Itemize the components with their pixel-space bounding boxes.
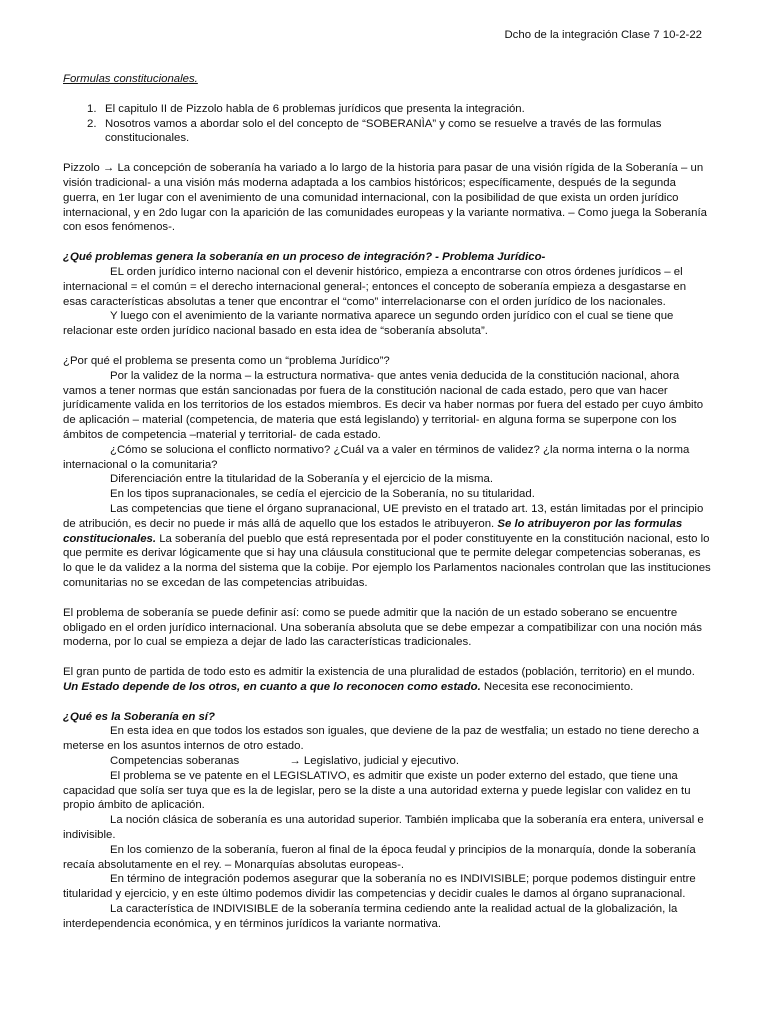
emphasis-text: Un Estado depende de los otros, en cuanto a que lo reconocen como estado.: [63, 680, 481, 693]
text-span: La soberanía del pueblo que está representada por el poder constituyente en la constitución nacional, esto lo que permite es derivar lógicamente que si hay una cláusula constitucional que te permite delegar competencias soberanas, es lo que le da validez a la norma del sistema que la cobije. Por ejemplo los Parlamentos nacionales controlan que las instituciones comunitarias no se excedan de las competencias atribuidas.: [63, 532, 711, 589]
list-number: 1.: [87, 102, 97, 115]
starting-point-paragraph: [63, 665, 711, 695]
question-heading-2: ¿Por qué el problema se presenta como un “problema Jurídico”?: [63, 354, 390, 367]
definition-paragraph: El problema de soberanía se puede definir así: como se puede admitir que la nación de un estado soberano se encuentre obligado en el orden jurídico internacional. Una soberanía absoluta que se debe empezar a compatibilizar con una noción más moderna, por lo cual se empieza a dejar de lado las características tradicionales.: [63, 606, 702, 649]
paragraph: Diferenciación entre la titularidad de la Soberanía y el ejercicio de la misma.: [110, 473, 494, 486]
paragraph: Por la validez de la norma – la estructura normativa- que antes venia deducida de la constitución nacional, ahora vamos a tener normas que están sancionadas por fuera de la constitución nacional de cada estado, pero que van hacer jurídicamente valida en los territorios de los estados miembros. Es decir va haber normas por fuera del estado per cuyo ámbito de aplicación – material (competencia, de materia que está legislando) y territorial- en alguna forma se superpone con los ámbitos de competencia –material y territorial- de cada estado.: [63, 369, 704, 441]
list-item: [63, 102, 711, 117]
pizzolo-text: La concepción de soberanía ha variado a lo largo de la historia para pasar de una visión rígida de la Soberanía – un visión tradicional- a una visión más moderna adaptada a los cambios históricos; específicamente, después de la segunda guerra, en 1er lugar con el avenimiento de una comunidad internacional, con la posibilidad de que exista un orden jurídico internacional, y en 2do lugar con la aparición de las comunidades europeas y la variante normativa. – Como juega la Soberanía con esos fenómenos-.: [63, 162, 707, 234]
text-span: Competencias soberanas: [110, 755, 243, 768]
text-span: Las competencias que tiene el órgano supranacional, UE previsto en el tratado art. 13, están limitadas por el principio de atribución, es decir no puede ir más allá de aquello que los estados le atribuyeron.: [63, 502, 704, 530]
pizzolo-lead: Pizzolo: [63, 162, 100, 175]
right-arrow-icon: →: [102, 162, 115, 175]
list-text: El capitulo II de Pizzolo habla de 6 problemas jurídicos que presenta la integración.: [105, 102, 525, 115]
paragraph: Y luego con el avenimiento de la variante normativa aparece un segundo orden jurídico con el cual se tiene que relacionar este orden jurídico nacional basado en esta idea de “soberanía absoluta”.: [63, 310, 674, 338]
list-number: 2.: [87, 117, 97, 130]
paragraph: ¿Cómo se soluciona el conflicto normativo? ¿Cuál va a valer en términos de validez? ¿la norma interna o la norma internacional o la comunitaria?: [63, 443, 690, 471]
numbered-list: [63, 102, 711, 146]
document-body: [63, 72, 711, 932]
text-span: El gran punto de partida de todo esto es admitir la existencia de una pluralidad de estados (población, territorio) en el mundo.: [63, 666, 695, 679]
text-span: Legislativo, judicial y ejecutivo.: [300, 755, 460, 768]
paragraph: En término de integración podemos asegurar que la soberanía no es INDIVISIBLE; porque podemos distinguir entre titularidad y ejercicio, y en este último podemos dividir las competencias y decidir cuales le damos al órgano supranacional.: [63, 873, 696, 901]
paragraph: En los tipos supranacionales, se cedía el ejercicio de la Soberanía, no su titularidad.: [110, 488, 535, 501]
question-heading-3: ¿Qué es la Soberanía en sí?: [63, 710, 215, 723]
text-span: Necesita ese reconocimiento.: [480, 680, 634, 693]
page-header: Dcho de la integración Clase 7 10-2-22: [504, 29, 702, 41]
emphasis-text: Se lo atribuyeron por las formulas constitucionales.: [63, 517, 683, 545]
paragraph: La noción clásica de soberanía es una autoridad superior. También implicaba que la soberanía era entera, universal e indivisible.: [63, 814, 704, 842]
paragraph: La característica de INDIVISIBLE de la soberanía termina cediendo ante la realidad actual de la globalización, la interdependencia económica, y en términos jurídicos la variante normativa.: [63, 903, 678, 930]
paragraph: [63, 754, 711, 769]
paragraph: [63, 502, 711, 591]
paragraph: En esta idea en que todos los estados son iguales, que deviene de la paz de westfalia; un estado no tiene derecho a meterse en los asuntos internos de otro estado.: [63, 725, 699, 753]
section-title: Formulas constitucionales.: [63, 73, 198, 85]
right-arrow-icon: →: [289, 755, 301, 768]
list-text: Nosotros vamos a abordar solo el del concepto de “SOBERANÌA” y como se resuelve a través de las formulas constitucionales.: [105, 117, 662, 145]
pizzolo-paragraph: [63, 161, 711, 235]
paragraph: EL orden jurídico interno nacional con el devenir histórico, empieza a encontrarse con otros órdenes jurídicos – el internacional = el común = el derecho internacional general-; entonces el concepto de soberanía empieza a desgastarse en esas características absolutas a tener que encontrar el “como” interrelacionarse con el orden jurídico de los nacionales.: [63, 265, 687, 308]
list-item: [63, 117, 711, 147]
question-heading-1: ¿Qué problemas genera la soberanía en un proceso de integración? - Problema Jurídico-: [63, 251, 546, 264]
paragraph: El problema se ve patente en el LEGISLATIVO, es admitir que existe un poder externo del estado, que tiene una capacidad que solía ser tuya que es la de legislar, pero se la diste a una autoridad externa y puede legislar con validez en tu propio ámbito de aplicación.: [63, 769, 691, 812]
paragraph: En los comienzo de la soberanía, fueron al final de la época feudal y principios de la monarquía, donde la soberanía recaía absolutamente en el rey. – Monarquías absolutas europeas-.: [63, 843, 696, 871]
